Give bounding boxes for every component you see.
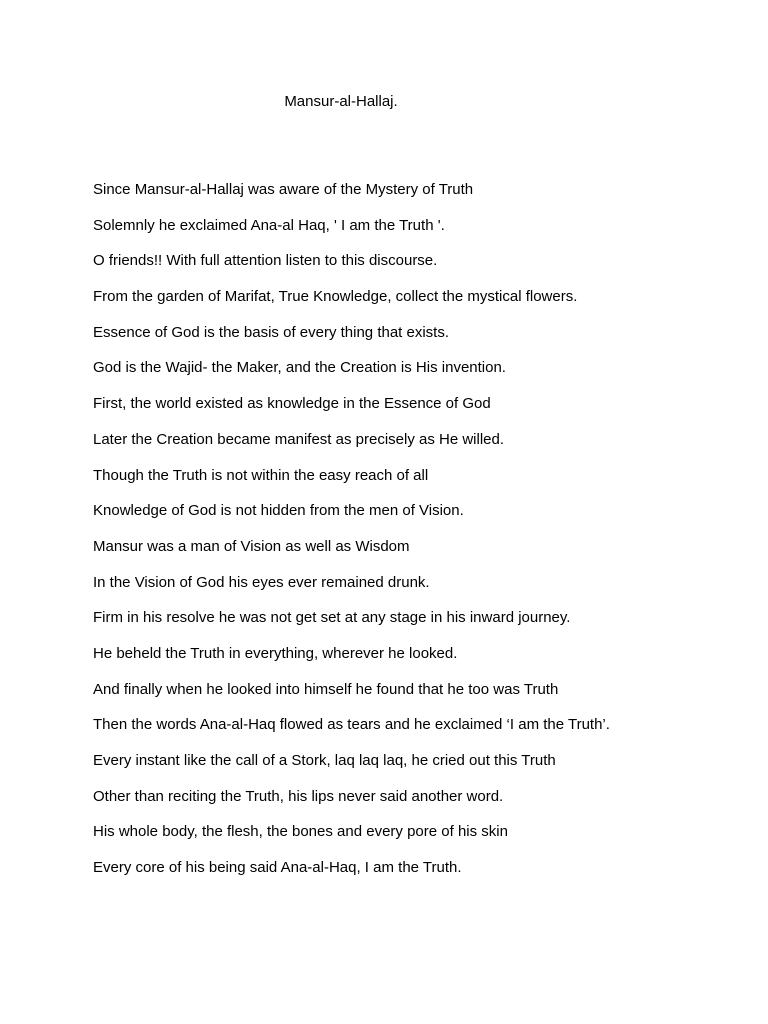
poem-line: And finally when he looked into himself he found that he too was Truth <box>93 680 559 698</box>
poem-line: Mansur was a man of Vision as well as Wisdom <box>93 537 410 555</box>
poem-lines <box>93 180 733 894</box>
poem-line: Solemnly he exclaimed Ana-al Haq, ' I am the Truth '. <box>93 216 445 234</box>
poem-line: Though the Truth is not within the easy reach of all <box>93 466 429 484</box>
poem-line: Every instant like the call of a Stork, laq laq laq, he cried out this Truth <box>93 752 556 769</box>
poem-line: His whole body, the flesh, the bones and every pore of his skin <box>93 823 508 841</box>
poem-line: God is the Wajid- the Maker, and the Creation is His invention. <box>93 359 506 377</box>
poem-line: Other than reciting the Truth, his lips never said another word. <box>93 787 504 805</box>
poem-line: Every core of his being said Ana-al-Haq, I am the Truth. <box>93 859 462 877</box>
poem-line: From the garden of Marifat, True Knowledge, collect the mystical flowers. <box>93 288 578 306</box>
poem-line: He beheld the Truth in everything, wherever he looked. <box>93 644 458 662</box>
document-title: Mansur-al-Hallaj. <box>284 93 398 110</box>
poem-line: Firm in his resolve he was not get set at any stage in his inward journey. <box>93 609 571 627</box>
poem-line: Then the words Ana-al-Haq flowed as tears and he exclaimed ‘I am the Truth’. <box>93 716 610 734</box>
poem-line: Later the Creation became manifest as precisely as He willed. <box>93 430 505 448</box>
poem-line: Essence of God is the basis of every thing that exists. <box>93 323 450 341</box>
poem-line: Since Mansur-al-Hallaj was aware of the Mystery of Truth <box>93 181 474 198</box>
poem-line: Knowledge of God is not hidden from the men of Vision. <box>93 502 464 520</box>
poem-line: In the Vision of God his eyes ever remained drunk. <box>93 573 430 591</box>
poem-line: First, the world existed as knowledge in the Essence of God <box>93 395 491 413</box>
poem-line: O friends!! With full attention listen to this discourse. <box>93 252 438 270</box>
